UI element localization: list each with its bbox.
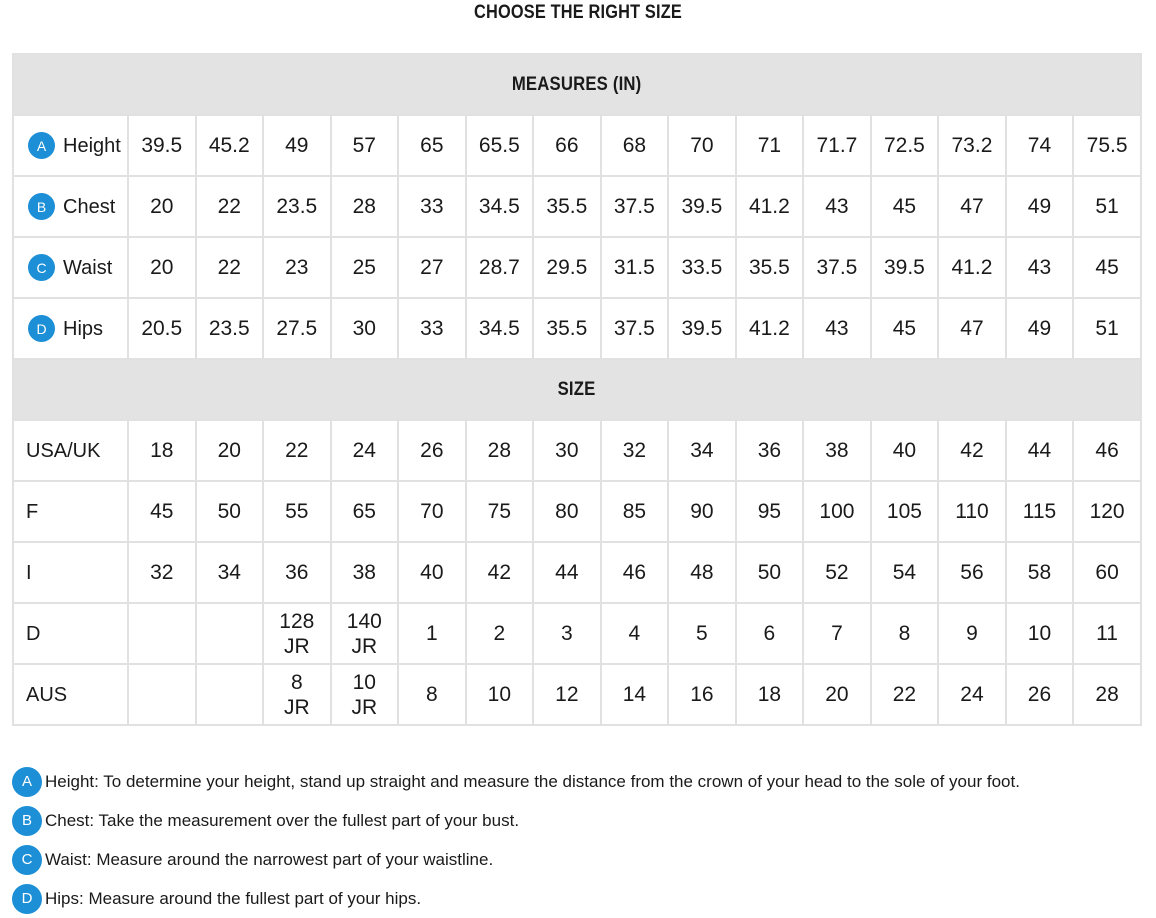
note-item bbox=[12, 801, 1142, 840]
measure-value-cell: 65.5 bbox=[466, 115, 534, 176]
measure-row-hips bbox=[13, 298, 1141, 359]
size-value-cell bbox=[803, 603, 871, 664]
size-value-cell bbox=[938, 664, 1006, 725]
measure-value-cell: 33.5 bbox=[668, 237, 736, 298]
size-value-cell bbox=[871, 481, 939, 542]
size-value-cell bbox=[938, 420, 1006, 481]
size-value: 22 bbox=[892, 683, 917, 706]
size-value: 65 bbox=[352, 500, 376, 523]
letter-badge-icon: D bbox=[12, 884, 42, 914]
size-value: 140 JR bbox=[346, 609, 382, 658]
size-value-cell bbox=[803, 420, 871, 481]
measure-value-cell: 28 bbox=[331, 176, 399, 237]
size-system-label: AUS bbox=[13, 664, 128, 725]
size-value-cell bbox=[533, 664, 601, 725]
note-text: Height: To determine your height, stand up straight and measure the distance from the crown of your head to the sole of your foot. bbox=[45, 771, 1020, 791]
size-value: 115 bbox=[1022, 500, 1057, 523]
letter-badge-icon: D bbox=[28, 315, 55, 342]
note-text: Hips: Measure around the fullest part of your hips. bbox=[45, 888, 422, 908]
measure-value-cell: 35.5 bbox=[533, 176, 601, 237]
size-value-cell bbox=[196, 664, 264, 725]
size-value-cell bbox=[736, 481, 804, 542]
size-value-cell bbox=[601, 542, 669, 603]
measure-value-cell: 34.5 bbox=[466, 176, 534, 237]
size-value: 46 bbox=[1095, 439, 1119, 462]
size-value: 90 bbox=[690, 500, 714, 523]
size-value-cell bbox=[871, 603, 939, 664]
measure-value-cell: 22 bbox=[196, 176, 264, 237]
measure-value-cell: 68 bbox=[601, 115, 669, 176]
size-value: 3 bbox=[561, 622, 573, 645]
size-value-cell bbox=[196, 481, 264, 542]
size-value-cell bbox=[1006, 664, 1074, 725]
size-value-cell bbox=[1006, 420, 1074, 481]
size-value-cell bbox=[196, 420, 264, 481]
measure-name: Waist bbox=[63, 256, 113, 279]
measure-value-cell: 71 bbox=[736, 115, 804, 176]
size-value-cell bbox=[263, 542, 331, 603]
size-value: 42 bbox=[960, 439, 984, 462]
size-value: 40 bbox=[892, 439, 917, 462]
measure-value-cell: 39.5 bbox=[871, 237, 939, 298]
measure-value-cell: 70 bbox=[668, 115, 736, 176]
size-value-cell bbox=[533, 542, 601, 603]
size-row-f bbox=[13, 481, 1141, 542]
size-chart-table bbox=[12, 53, 1142, 726]
size-row-i bbox=[13, 542, 1141, 603]
measure-value-cell: 49 bbox=[263, 115, 331, 176]
letter-badge-icon: B bbox=[12, 806, 42, 836]
measure-value-cell: 37.5 bbox=[803, 237, 871, 298]
size-value-cell bbox=[331, 603, 399, 664]
size-value: 24 bbox=[352, 439, 376, 462]
measure-label bbox=[28, 254, 127, 281]
size-value-cell bbox=[736, 664, 804, 725]
size-value-cell bbox=[466, 542, 534, 603]
size-value: 28 bbox=[487, 439, 512, 462]
size-value-cell bbox=[803, 481, 871, 542]
measure-label bbox=[28, 315, 127, 342]
size-value: 34 bbox=[690, 439, 714, 462]
size-value-cell bbox=[601, 603, 669, 664]
size-value-cell bbox=[331, 542, 399, 603]
measure-value-cell: 29.5 bbox=[533, 237, 601, 298]
measures-header-text: MEASURES (IN) bbox=[512, 73, 642, 95]
size-value: 18 bbox=[757, 683, 782, 706]
size-value-cell bbox=[1073, 603, 1141, 664]
size-value: 22 bbox=[285, 439, 309, 462]
size-value: 56 bbox=[960, 561, 984, 584]
size-value: 36 bbox=[757, 439, 782, 462]
letter-badge-icon: A bbox=[12, 767, 42, 797]
size-row-usa-uk bbox=[13, 420, 1141, 481]
size-value-cell bbox=[331, 481, 399, 542]
size-value-cell bbox=[668, 420, 736, 481]
size-value-cell bbox=[128, 664, 196, 725]
size-value: 75 bbox=[487, 500, 512, 523]
measure-value-cell: 41.2 bbox=[736, 176, 804, 237]
size-value: 40 bbox=[420, 561, 444, 584]
measure-value-cell: 75.5 bbox=[1073, 115, 1141, 176]
measure-value-cell: 51 bbox=[1073, 298, 1141, 359]
size-value: 14 bbox=[622, 683, 647, 706]
size-row-aus bbox=[13, 664, 1141, 725]
size-value: 38 bbox=[825, 439, 849, 462]
note-item bbox=[12, 762, 1142, 801]
size-value: 2 bbox=[493, 622, 506, 645]
measure-value-cell: 35.5 bbox=[736, 237, 804, 298]
size-value: 18 bbox=[150, 439, 174, 462]
measure-value-cell: 20.5 bbox=[128, 298, 196, 359]
size-value-cell bbox=[601, 664, 669, 725]
measure-label-cell bbox=[13, 237, 128, 298]
measure-label-cell bbox=[13, 176, 128, 237]
size-header bbox=[13, 359, 1141, 420]
size-system-label: D bbox=[13, 603, 128, 664]
size-value-cell bbox=[398, 664, 466, 725]
measure-value-cell: 49 bbox=[1006, 176, 1074, 237]
size-value: 52 bbox=[825, 561, 849, 584]
measure-value-cell: 27 bbox=[398, 237, 466, 298]
size-value: 16 bbox=[690, 683, 714, 706]
measure-value-cell: 25 bbox=[331, 237, 399, 298]
letter-badge-icon: C bbox=[28, 254, 55, 281]
measure-value-cell: 41.2 bbox=[938, 237, 1006, 298]
size-value: 128 JR bbox=[279, 609, 315, 658]
size-value: 48 bbox=[690, 561, 714, 584]
measure-value-cell: 74 bbox=[1006, 115, 1074, 176]
size-value: 55 bbox=[285, 500, 309, 523]
size-value-cell bbox=[1073, 481, 1141, 542]
note-text: Chest: Take the measurement over the fullest part of your bust. bbox=[45, 810, 520, 830]
note-item bbox=[12, 840, 1142, 879]
measure-value-cell: 20 bbox=[128, 237, 196, 298]
size-value: 12 bbox=[555, 683, 579, 706]
note-item bbox=[12, 879, 1142, 918]
size-value-cell bbox=[803, 664, 871, 725]
size-value-cell bbox=[668, 481, 736, 542]
size-value-cell bbox=[668, 664, 736, 725]
size-value-cell bbox=[398, 603, 466, 664]
measure-value-cell: 41.2 bbox=[736, 298, 804, 359]
size-value: 5 bbox=[696, 622, 708, 645]
size-value: 46 bbox=[622, 561, 647, 584]
size-value-cell bbox=[128, 542, 196, 603]
size-value: 85 bbox=[622, 500, 647, 523]
size-value: 105 bbox=[886, 500, 922, 523]
size-value-cell bbox=[736, 420, 804, 481]
measure-value-cell: 49 bbox=[1006, 298, 1074, 359]
size-value-cell bbox=[533, 603, 601, 664]
size-value: 7 bbox=[831, 622, 843, 645]
size-value: 10 bbox=[1027, 622, 1052, 645]
size-value: 38 bbox=[352, 561, 376, 584]
size-value: 6 bbox=[763, 622, 776, 645]
size-value-cell bbox=[668, 603, 736, 664]
size-value-cell bbox=[398, 481, 466, 542]
measure-label-cell bbox=[13, 115, 128, 176]
size-value: 20 bbox=[217, 439, 241, 462]
size-value: 44 bbox=[1027, 439, 1052, 462]
size-value: 36 bbox=[285, 561, 309, 584]
size-system-label: I bbox=[13, 542, 128, 603]
size-value-cell bbox=[533, 420, 601, 481]
measure-value-cell: 39.5 bbox=[668, 298, 736, 359]
measure-value-cell: 27.5 bbox=[263, 298, 331, 359]
size-value-cell bbox=[331, 664, 399, 725]
size-value-cell bbox=[871, 664, 939, 725]
size-value-cell bbox=[601, 481, 669, 542]
size-value: 110 bbox=[955, 500, 989, 523]
size-value-cell bbox=[938, 481, 1006, 542]
size-value: 60 bbox=[1095, 561, 1119, 584]
size-value-cell bbox=[196, 603, 264, 664]
measure-value-cell: 45 bbox=[871, 298, 939, 359]
size-value-cell bbox=[128, 420, 196, 481]
size-row-d bbox=[13, 603, 1141, 664]
measure-value-cell: 37.5 bbox=[601, 298, 669, 359]
letter-badge-icon: B bbox=[28, 193, 55, 220]
size-value-cell bbox=[263, 420, 331, 481]
measure-row-chest bbox=[13, 176, 1141, 237]
measure-value-cell: 33 bbox=[398, 176, 466, 237]
size-value: 1 bbox=[425, 622, 438, 645]
size-value-cell bbox=[736, 542, 804, 603]
size-value: 50 bbox=[757, 561, 782, 584]
measure-value-cell: 66 bbox=[533, 115, 601, 176]
size-value: 50 bbox=[217, 500, 241, 523]
measure-value-cell: 47 bbox=[938, 176, 1006, 237]
size-value: 32 bbox=[622, 439, 647, 462]
size-value-cell bbox=[128, 603, 196, 664]
size-value-cell bbox=[938, 603, 1006, 664]
size-value: 26 bbox=[1027, 683, 1052, 706]
size-value: 58 bbox=[1027, 561, 1052, 584]
size-value: 44 bbox=[555, 561, 579, 584]
measure-value-cell: 20 bbox=[128, 176, 196, 237]
measure-value-cell: 47 bbox=[938, 298, 1006, 359]
size-value-cell bbox=[601, 420, 669, 481]
measure-label-cell bbox=[13, 298, 128, 359]
measure-label bbox=[28, 132, 127, 159]
size-value: 20 bbox=[825, 683, 849, 706]
measure-row-waist bbox=[13, 237, 1141, 298]
size-value-cell bbox=[466, 420, 534, 481]
size-value-cell bbox=[1006, 481, 1074, 542]
size-value: 26 bbox=[420, 439, 444, 462]
measure-name: Height bbox=[63, 134, 121, 157]
measure-value-cell: 23 bbox=[263, 237, 331, 298]
measure-value-cell: 71.7 bbox=[803, 115, 871, 176]
size-value: 42 bbox=[487, 561, 512, 584]
size-value: 10 bbox=[487, 683, 512, 706]
measure-value-cell: 45 bbox=[1073, 237, 1141, 298]
size-value: 54 bbox=[892, 561, 917, 584]
measures-header bbox=[13, 54, 1141, 115]
size-value: 9 bbox=[966, 622, 978, 645]
measure-value-cell: 39.5 bbox=[128, 115, 196, 176]
page-title: CHOOSE THE RIGHT SIZE bbox=[474, 2, 682, 23]
size-value: 100 bbox=[819, 500, 855, 523]
measure-value-cell: 23.5 bbox=[196, 298, 264, 359]
measure-name: Chest bbox=[63, 195, 116, 218]
size-value-cell bbox=[466, 603, 534, 664]
size-value-cell bbox=[196, 542, 264, 603]
measure-value-cell: 45 bbox=[871, 176, 939, 237]
note-text: Waist: Measure around the narrowest part of your waistline. bbox=[45, 849, 494, 869]
measure-value-cell: 39.5 bbox=[668, 176, 736, 237]
measure-value-cell: 35.5 bbox=[533, 298, 601, 359]
measure-row-height bbox=[13, 115, 1141, 176]
size-value: 24 bbox=[960, 683, 984, 706]
size-value-cell bbox=[1073, 664, 1141, 725]
size-value-cell bbox=[1073, 420, 1141, 481]
size-system-label: F bbox=[13, 481, 128, 542]
size-value: 30 bbox=[555, 439, 579, 462]
measure-value-cell: 31.5 bbox=[601, 237, 669, 298]
size-value-cell bbox=[263, 481, 331, 542]
measure-value-cell: 51 bbox=[1073, 176, 1141, 237]
size-value: 11 bbox=[1096, 622, 1118, 645]
measure-value-cell: 43 bbox=[803, 298, 871, 359]
letter-badge-icon: A bbox=[28, 132, 55, 159]
size-value: 95 bbox=[757, 500, 782, 523]
measure-value-cell: 43 bbox=[803, 176, 871, 237]
measure-value-cell: 30 bbox=[331, 298, 399, 359]
size-value-cell bbox=[736, 603, 804, 664]
size-value: 120 bbox=[1089, 500, 1125, 523]
size-value-cell bbox=[466, 481, 534, 542]
size-value: 4 bbox=[628, 622, 641, 645]
size-value-cell bbox=[668, 542, 736, 603]
size-value-cell bbox=[871, 420, 939, 481]
measure-value-cell: 45.2 bbox=[196, 115, 264, 176]
size-value: 70 bbox=[420, 500, 444, 523]
size-value-cell bbox=[398, 542, 466, 603]
size-value-cell bbox=[938, 542, 1006, 603]
size-value: 34 bbox=[217, 561, 241, 584]
size-value-cell bbox=[128, 481, 196, 542]
size-header-text: SIZE bbox=[558, 378, 596, 400]
size-value-cell bbox=[331, 420, 399, 481]
size-value: 45 bbox=[150, 500, 174, 523]
measure-label bbox=[28, 193, 127, 220]
size-value: 28 bbox=[1095, 683, 1119, 706]
size-value-cell bbox=[533, 481, 601, 542]
size-value-cell bbox=[1006, 542, 1074, 603]
measure-value-cell: 33 bbox=[398, 298, 466, 359]
size-value-cell bbox=[466, 664, 534, 725]
measure-name: Hips bbox=[63, 317, 104, 340]
measurement-notes bbox=[12, 762, 1142, 918]
size-value-cell bbox=[1006, 603, 1074, 664]
size-value-cell bbox=[871, 542, 939, 603]
measure-value-cell: 43 bbox=[1006, 237, 1074, 298]
measure-value-cell: 23.5 bbox=[263, 176, 331, 237]
size-value: 8 bbox=[898, 622, 911, 645]
size-value-cell bbox=[263, 603, 331, 664]
measure-value-cell: 73.2 bbox=[938, 115, 1006, 176]
size-value: 8 JR bbox=[283, 670, 310, 719]
measure-value-cell: 72.5 bbox=[871, 115, 939, 176]
size-header-row bbox=[13, 359, 1141, 420]
measure-value-cell: 34.5 bbox=[466, 298, 534, 359]
size-value-cell bbox=[1073, 542, 1141, 603]
measures-header-row bbox=[13, 54, 1141, 115]
measure-value-cell: 65 bbox=[398, 115, 466, 176]
letter-badge-icon: C bbox=[12, 845, 42, 875]
size-value: 32 bbox=[150, 561, 174, 584]
measure-value-cell: 37.5 bbox=[601, 176, 669, 237]
size-value-cell bbox=[803, 542, 871, 603]
size-chart-body bbox=[13, 54, 1141, 725]
size-value: 8 bbox=[425, 683, 438, 706]
measure-value-cell: 28.7 bbox=[466, 237, 534, 298]
size-value: 80 bbox=[555, 500, 579, 523]
size-value-cell bbox=[263, 664, 331, 725]
measure-value-cell: 22 bbox=[196, 237, 264, 298]
measure-value-cell: 57 bbox=[331, 115, 399, 176]
size-value: 10 JR bbox=[351, 670, 378, 719]
size-system-label: USA/UK bbox=[13, 420, 128, 481]
size-value-cell bbox=[398, 420, 466, 481]
